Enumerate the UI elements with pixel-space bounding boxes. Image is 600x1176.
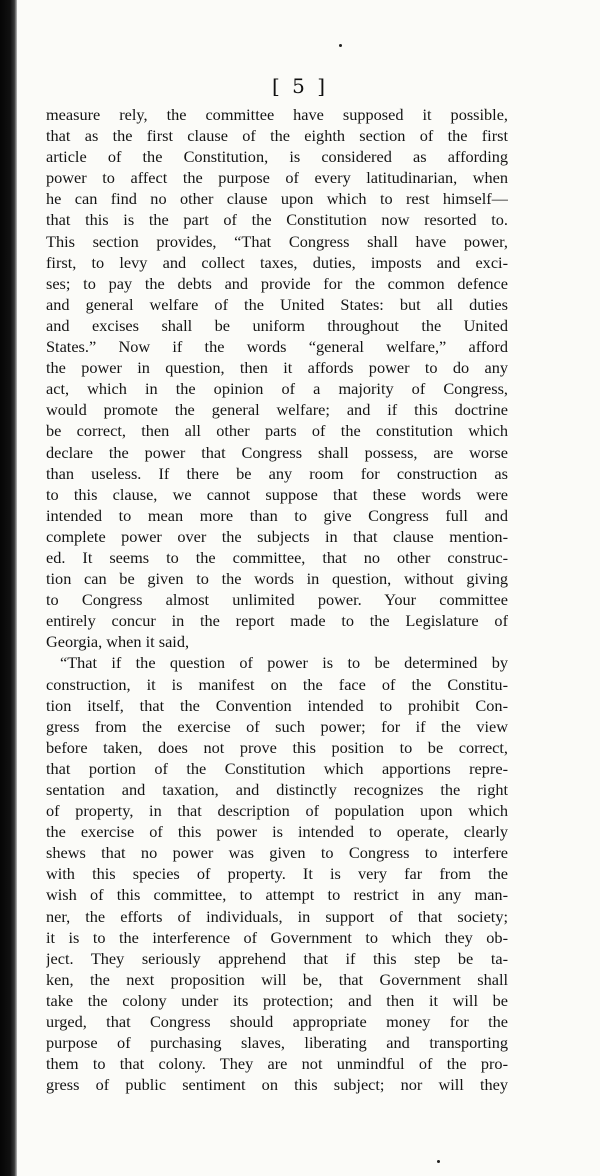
text-line: ken, the next proposition will be, that Government shall — [46, 969, 508, 989]
text-line: that as the first clause of the eighth section of the first — [46, 126, 508, 146]
text-line: tion itself, that the Convention intended to prohibit Con- — [46, 695, 508, 715]
text-line: shews that no power was given to Congress to interfere — [46, 843, 508, 863]
text-line: first, to levy and collect taxes, duties, imposts and exci- — [46, 252, 508, 272]
text-line: measure rely, the committee have supposed it possible, — [46, 105, 508, 124]
text-line: and excises shall be uniform throughout the United — [46, 315, 508, 335]
text-line: with this species of property. It is very far from the — [46, 864, 508, 884]
text-line: ses; to pay the debts and provide for the common defence — [46, 273, 508, 293]
text-line: than useless. If there be any room for construction as — [46, 463, 508, 483]
text-line: construction, it is manifest on the face of the Constitu- — [46, 674, 508, 694]
text-line: and general welfare of the United States: but all duties — [46, 294, 508, 314]
text-line: ed. It seems to the committee, that no other construc- — [46, 547, 508, 567]
text-line: would promote the general welfare; and if this doctrine — [46, 400, 508, 420]
text-line: entirely concur in the report made to the Legislature of — [46, 611, 508, 631]
text-line: before taken, does not prove this position to be correct, — [46, 737, 508, 757]
text-line: complete power over the subjects in that clause mention- — [46, 526, 508, 546]
text-line: he can find no other clause upon which to rest himself— — [46, 189, 508, 209]
page-number: [ 5 ] — [271, 74, 329, 98]
text-line: that this is the part of the Constitution now resorted to. — [46, 210, 508, 230]
body-text — [46, 104, 508, 1095]
text-line: that portion of the Constitution which apportions repre- — [46, 758, 508, 778]
text-line: This section provides, “That Congress shall have power, — [46, 231, 508, 251]
text-line: to Congress almost unlimited power. Your committee — [46, 590, 508, 610]
text-line: Georgia, when it said, — [46, 632, 190, 652]
text-line: of property, in that description of population upon which — [46, 801, 508, 821]
text-line: “That if the question of power is to be determined by — [60, 653, 508, 673]
text-line: power to affect the purpose of every latitudinarian, when — [46, 168, 508, 188]
text-line: wish of this committee, to attempt to restrict in any man- — [46, 885, 508, 905]
text-line: the exercise of this power is intended to operate, clearly — [46, 822, 508, 842]
text-line: them to that colony. They are not unmindful of the pro- — [46, 1054, 508, 1074]
text-line: intended to mean more than to give Congress full and — [46, 505, 508, 525]
text-line: gress of public sentiment on this subject; nor will they — [46, 1075, 508, 1095]
text-line: the power in question, then it affords power to do any — [46, 358, 508, 378]
text-line: ner, the efforts of individuals, in support of that society; — [46, 906, 508, 926]
text-line: article of the Constitution, is considered as affording — [46, 147, 508, 167]
text-line: it is to the interference of Government to which they ob- — [46, 927, 508, 947]
text-line: be correct, then all other parts of the constitution which — [46, 421, 508, 441]
text-line: urged, that Congress should appropriate money for the — [46, 1012, 508, 1032]
text-line: purpose of purchasing slaves, liberating and transporting — [46, 1033, 508, 1053]
text-line: tion can be given to the words in question, without giving — [46, 569, 508, 589]
ink-speck — [437, 1160, 440, 1163]
binding-shadow — [0, 0, 17, 1176]
ink-speck — [339, 44, 342, 47]
text-line: States.” Now if the words “general welfare,” afford — [46, 337, 508, 357]
text-line: gress from the exercise of such power; for if the view — [46, 716, 508, 736]
text-line: take the colony under its protection; and then it will be — [46, 990, 508, 1010]
text-line: declare the power that Congress shall possess, are worse — [46, 442, 508, 462]
text-line: ject. They seriously apprehend that if this step be ta- — [46, 948, 508, 968]
text-line: to this clause, we cannot suppose that these words were — [46, 484, 508, 504]
text-line: sentation and taxation, and distinctly recognizes the right — [46, 780, 508, 799]
text-line: act, which in the opinion of a majority of Congress, — [46, 379, 508, 399]
